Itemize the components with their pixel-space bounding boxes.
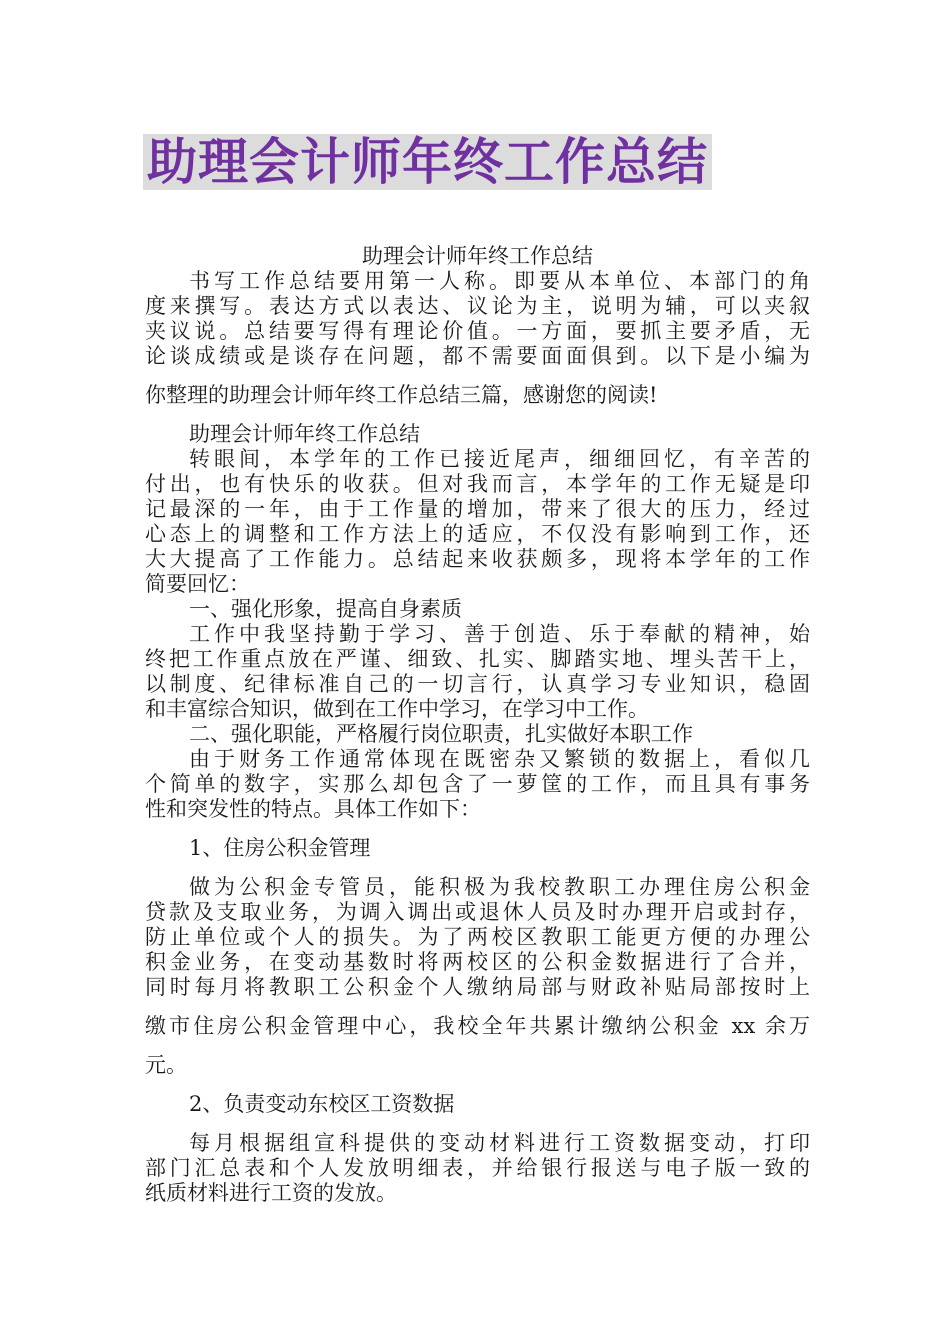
- paragraph-line: 和丰富综合知识，做到在工作中学习，在学习中工作。: [145, 697, 649, 721]
- paragraph-line: 个简单的数字，实那么却包含了一萝筐的工作，而且具有事务: [145, 772, 810, 796]
- paragraph-line: 部门汇总表和个人发放明细表，并给银行报送与电子版一致的: [145, 1156, 810, 1180]
- paragraph-line: 大大提高了工作能力。总结起来收获颇多，现将本学年的工作: [145, 547, 810, 571]
- item-2-title: 2、负责变动东校区工资数据: [189, 1092, 455, 1116]
- paragraph-line: 做为公积金专管员，能积极为我校教职工办理住房公积金: [189, 875, 810, 899]
- paragraph-line: 缴市住房公积金管理中心，我校全年共累计缴纳公积金 xx 余万: [145, 1014, 810, 1038]
- paragraph-line: 记最深的一年，由于工作量的增加，带来了很大的压力，经过: [145, 497, 810, 521]
- paragraph-line: 心态上的调整和工作方法上的适应，不仅没有影响到工作，还: [145, 522, 810, 546]
- paragraph-line: 转眼间，本学年的工作已接近尾声，细细回忆，有辛苦的: [189, 447, 810, 471]
- document-title: 助理会计师年终工作总结: [143, 134, 712, 190]
- section-title: 助理会计师年终工作总结: [189, 422, 420, 446]
- item-1-title: 1、住房公积金管理: [189, 836, 371, 860]
- paragraph-2: [145, 622, 810, 722]
- paragraph-line: 每月根据组宣科提供的变动材料进行工资数据变动，打印: [189, 1131, 810, 1155]
- intro-line: 夹议说。总结要写得有理论价值。一方面，要抓主要矛盾，无: [145, 319, 810, 343]
- intro-line: 书写工作总结要用第一人称。即要从本单位、本部门的角: [189, 269, 810, 293]
- document-body: [145, 244, 810, 1206]
- paragraph-line: 终把工作重点放在严谨、细致、扎实、脚踏实地、埋头苦干上，: [145, 647, 810, 671]
- paragraph-line: 纸质材料进行工资的发放。: [145, 1181, 397, 1205]
- paragraph-line: 简要回忆：: [145, 572, 250, 596]
- paragraph-line: 同时每月将教职工公积金个人缴纳局部与财政补贴局部按时上: [145, 975, 810, 999]
- paragraph-line: 性和突发性的特点。具体工作如下：: [145, 797, 481, 821]
- paragraph-1: [145, 447, 810, 597]
- intro-line: 你整理的助理会计师年终工作总结三篇，感谢您的阅读!: [145, 383, 658, 407]
- paragraph-line: 贷款及支取业务，为调入调出或退休人员及时办理开启或封存，: [145, 900, 810, 924]
- paragraph-5: [145, 1131, 810, 1206]
- intro-line: 度来撰写。表达方式以表达、议论为主，说明为辅，可以夹叙: [145, 294, 810, 318]
- paragraph-line: 积金业务，在变动基数时将两校区的公积金数据进行了合并，: [145, 950, 810, 974]
- paragraph-line: 由于财务工作通常体现在既密杂又繁锁的数据上，看似几: [189, 747, 810, 771]
- intro-line: 论谈成绩或是谈存在问题，都不需要面面俱到。以下是小编为: [145, 344, 810, 368]
- heading-2: 二、强化职能，严格履行岗位职责，扎实做好本职工作: [189, 722, 693, 746]
- paragraph-line: 防止单位或个人的损失。为了两校区教职工能更方便的办理公: [145, 925, 810, 949]
- heading-1: 一、强化形象，提高自身素质: [189, 597, 462, 621]
- paragraph-line: 以制度、纪律标准自己的一切言行，认真学习专业知识，稳固: [145, 672, 810, 696]
- paragraph-line: 工作中我坚持勤于学习、善于创造、乐于奉献的精神，始: [189, 622, 810, 646]
- paragraph-4: [145, 875, 810, 1078]
- paragraph-line: 元。: [145, 1053, 187, 1077]
- paragraph-line: 付出，也有快乐的收获。但对我而言，本学年的工作无疑是印: [145, 472, 810, 496]
- subtitle: 助理会计师年终工作总结: [362, 244, 593, 268]
- intro-paragraph: [145, 269, 810, 408]
- paragraph-3: [145, 747, 810, 822]
